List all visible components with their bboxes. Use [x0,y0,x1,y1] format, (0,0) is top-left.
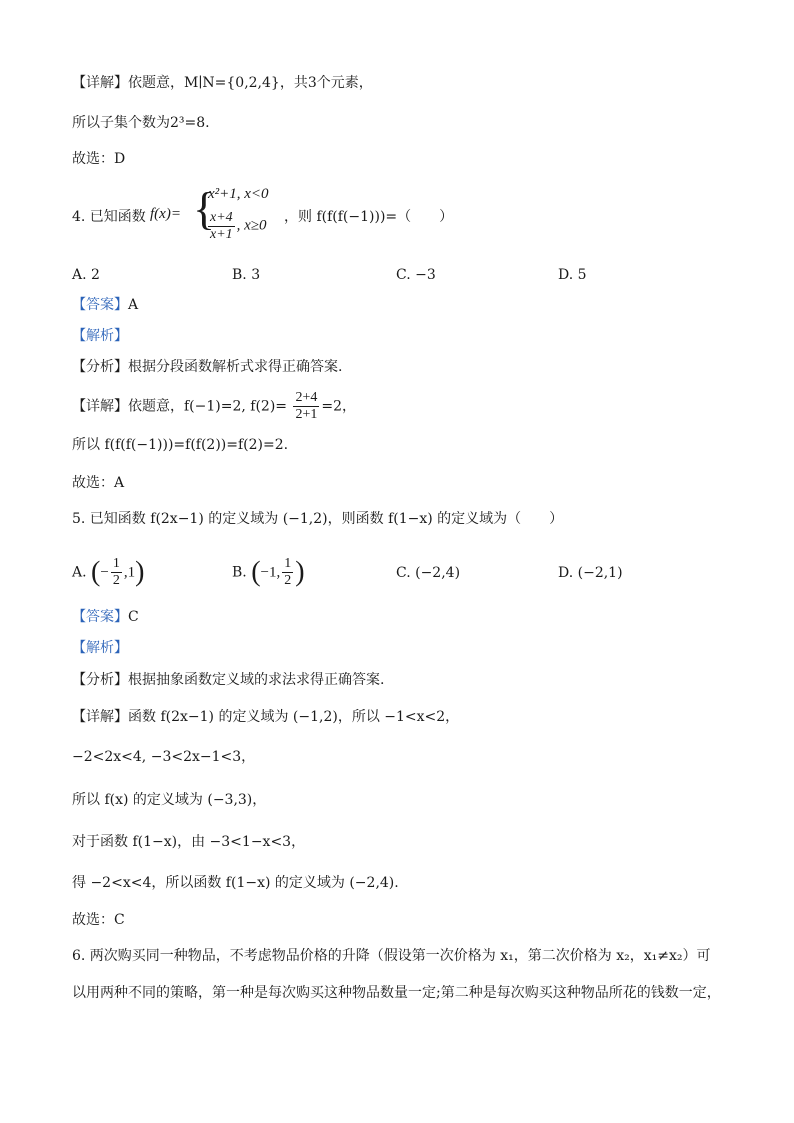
q5-option-c: C. (−2,4) [396,565,461,581]
q4-analysis-header: 【解析】 [72,328,128,344]
question-6-line-1: 6. 两次购买同一种物品，不考虑物品价格的升降（假设第一次价格为 x₁，第二次价格为 x₂，x₁≠x₂）可 [72,948,711,964]
q4-answer: 【答案】A [72,297,139,313]
q5-detail-4: 对于函数 f(1−x)，由 −3<1−x<3， [72,834,306,850]
q5-option-b: B. (−1, $\frac{1}{2}$ ) [232,556,305,588]
q5-choice: 故选：C [72,912,125,928]
q4-option-a: A. 2 [72,267,100,283]
q4-option-b: B. 3 [232,267,261,283]
q5-detail-3: 所以 f(x) 的定义域为 (−3,3)， [72,792,267,808]
question-5-stem: 5. 已知函数 f(2x−1) 的定义域为 (−1,2)，则函数 f(1−x) 的定义域为（ ） [72,511,564,527]
q4-detail: 【详解】依题意，f(−1)=2, f(2)= $\frac{2+4}{2+1}$ =2， [72,390,357,422]
q4-prefix: 4. 已知函数 [72,209,146,225]
q5-detail-2: −2<2x<4, −3<2x−1<3， [72,749,256,765]
q5-answer: 【答案】C [72,609,139,625]
question-6-line-2: 以用两种不同的策略，第一种是每次购买这种物品数量一定;第二种是每次购买这种物品所花的钱数一定， [72,985,721,1001]
q4-detail-line-2: 所以 f(f(f(−1)))=f(f(2))=f(2)=2. [72,437,289,453]
q5-detail-1: 【详解】函数 f(2x−1) 的定义域为 (−1,2)，所以 −1<x<2， [72,709,460,725]
q4-fx: f(x)= [150,206,181,222]
q5-option-a: A. (− $\frac{1}{2}$ ,1) [72,556,145,588]
q5-analysis: 【分析】根据抽象函数定义域的求法求得正确答案. [72,672,385,688]
q4-choice: 故选：A [72,475,125,491]
q4-option-c: C. −3 [396,267,436,283]
detail-line-subsets: 所以子集个数为2³=8. [72,115,210,131]
choice-line-d: 故选：D [72,151,126,167]
q4-option-d: D. 5 [558,267,587,283]
q5-detail-5: 得 −2<x<4，所以函数 f(1−x) 的定义域为 (−2,4). [72,875,399,891]
detail-line-set: 【详解】依题意，M∣N={0,2,4}，共3个元素， [72,75,373,91]
q5-analysis-header: 【解析】 [72,640,128,656]
q4-case-1: x²+1, x<0 [208,186,269,202]
q4-case-2: $\frac{x+4}{x+1}$ , x≥0 [210,210,267,242]
q4-detail-fraction: $\frac{2+4}{2+1}$ [295,390,318,422]
q5-option-d: D. (−2,1) [558,565,623,581]
q4-case-2-fraction: $\frac{x+4}{x+1}$ [210,210,233,242]
q4-analysis: 【分析】根据分段函数解析式求得正确答案. [72,359,343,375]
q4-suffix: ，则 f(f(f(−1)))=（ ） [284,209,454,225]
q4-brace: { [193,183,216,234]
